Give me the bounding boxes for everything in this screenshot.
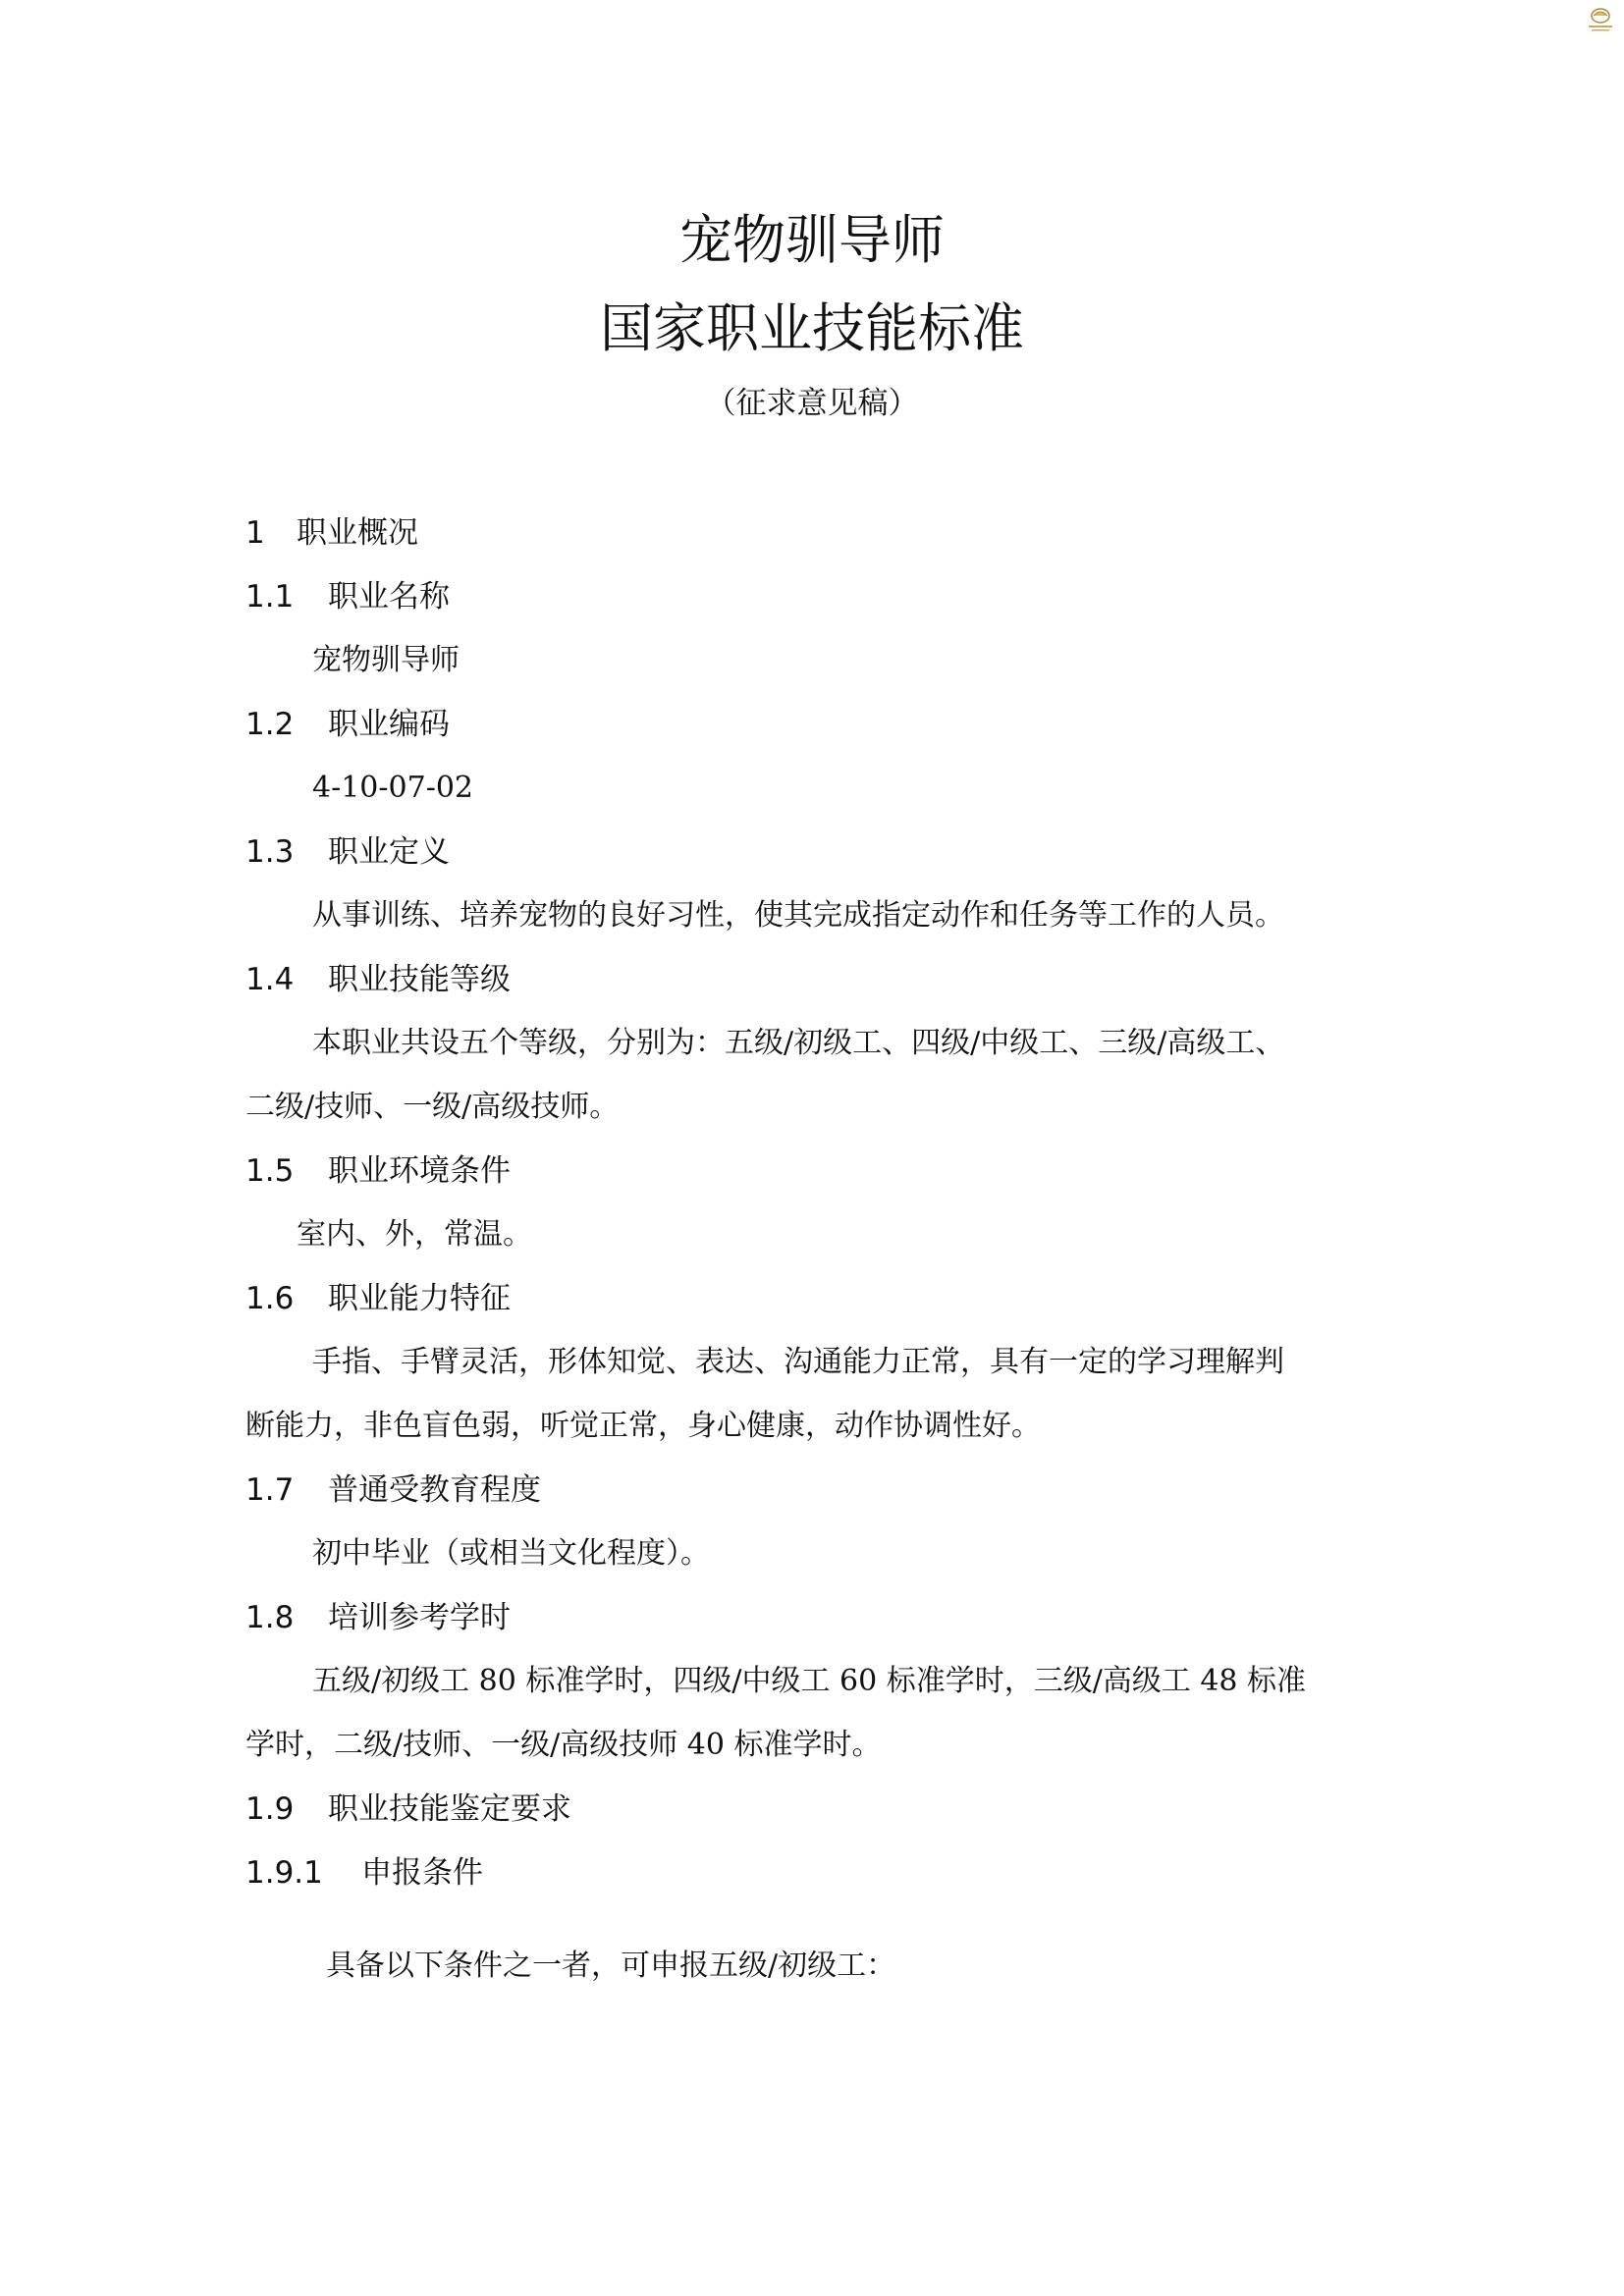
- section-title: 职业定义: [328, 833, 450, 870]
- section-title: 职业技能等级: [328, 961, 511, 997]
- section-heading-1-4: [245, 947, 1384, 1011]
- seal-logo-icon: [1581, 6, 1620, 33]
- section-body: 从事训练、培养宠物的良好习性，使其完成指定动作和任务等工作的人员。: [312, 898, 1284, 933]
- section-number: 1.6: [245, 1280, 295, 1316]
- section-body-line1: 本职业共设五个等级，分别为：五级/初级工、四级/中级工、三级/高级工、: [312, 1026, 1285, 1060]
- section-body: 4-10-07-02: [312, 771, 474, 805]
- section-number: 1.9.1: [245, 1854, 323, 1891]
- section-body-line2: 学时，二级/技师、一级/高级技师 40 标准学时。: [245, 1728, 882, 1762]
- section-title: 职业编码: [328, 706, 450, 742]
- section-body: 宠物驯导师: [312, 643, 460, 677]
- section-number: 1.2: [245, 706, 295, 742]
- section-title: 职业技能鉴定要求: [328, 1790, 571, 1827]
- section-body-line1: 手指、手臂灵活，形体知觉、表达、沟通能力正常，具有一定的学习理解判: [312, 1345, 1284, 1379]
- section-title: 职业概况: [297, 514, 418, 551]
- section-number: 1.1: [245, 578, 295, 614]
- section-title: 普通受教育程度: [328, 1471, 541, 1508]
- section-heading-1-9-1: [245, 1841, 1384, 1904]
- section-title: 培训参考学时: [328, 1599, 511, 1635]
- section-title: 申报条件: [361, 1854, 483, 1891]
- section-heading-1-5: [245, 1139, 1384, 1202]
- section-title: 职业能力特征: [328, 1280, 511, 1316]
- section-heading-1-9: [245, 1777, 1384, 1841]
- doc-subtitle: （征求意见稿）: [705, 386, 919, 421]
- section-number: 1.5: [245, 1152, 295, 1189]
- section-heading-1-3: [245, 820, 1384, 883]
- section-heading-1: [245, 501, 1384, 564]
- section-heading-1-1: [245, 564, 1384, 628]
- spacer: [245, 1904, 1384, 1934]
- doc-title-line1: 宠物驯导师: [679, 209, 945, 271]
- section-heading-1-2: [245, 692, 1384, 756]
- section-body: 室内、外，常温。: [297, 1217, 532, 1252]
- section-heading-1-8: [245, 1585, 1384, 1649]
- section-body-line2: 二级/技师、一级/高级技师。: [245, 1090, 620, 1124]
- section-body-line1: 五级/初级工 80 标准学时，四级/中级工 60 标准学时，三级/高级工 48 标准: [312, 1664, 1307, 1698]
- section-number: 1.4: [245, 961, 295, 997]
- section-number: 1.8: [245, 1599, 295, 1635]
- section-title: 职业名称: [328, 578, 450, 614]
- section-number: 1: [245, 514, 265, 551]
- section-body: 初中毕业（或相当文化程度）。: [312, 1536, 710, 1571]
- section-number: 1.9: [245, 1790, 295, 1827]
- section-title: 职业环境条件: [328, 1152, 511, 1189]
- section-body: 具备以下条件之一者，可申报五级/初级工：: [326, 1949, 896, 1983]
- section-number: 1.3: [245, 833, 295, 870]
- doc-title-line2: 国家职业技能标准: [600, 297, 1024, 359]
- section-body-line2: 断能力，非色盲色弱，听觉正常，身心健康，动作协调性好。: [245, 1409, 1041, 1443]
- section-heading-1-7: [245, 1458, 1384, 1522]
- section-number: 1.7: [245, 1471, 295, 1508]
- section-heading-1-6: [245, 1266, 1384, 1330]
- title-block: [0, 201, 1624, 425]
- document-body: [245, 501, 1384, 1998]
